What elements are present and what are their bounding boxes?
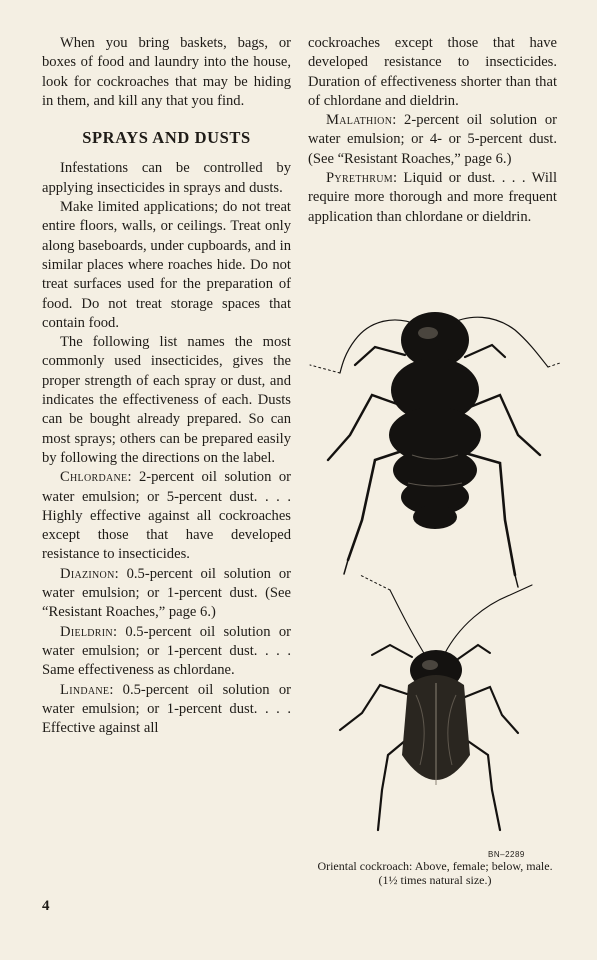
insecticide-name: Lindane [60, 681, 110, 698]
insecticide-entry-lindane [42, 681, 291, 739]
entry-separator: : [392, 170, 404, 187]
insecticide-name: Chlordane [60, 469, 128, 486]
insecticide-description: 0.5-percent oil solution or water emulsion; or 1-percent dust. . . . Same effectiveness as chlordane. [42, 623, 291, 679]
insecticide-description: 0.5-percent oil solution or water emulsion; or 1-percent dust. (See “Resistant Roaches,” page 6.) [42, 565, 291, 621]
entry-separator: : [392, 112, 405, 129]
insecticide-description: 2-percent oil solution or water emulsion; or 4- or 5-percent dust. (See “Resistant Roaches,” page 6.) [308, 112, 557, 167]
cockroach-illustration [300, 285, 570, 850]
female-cockroach-body [389, 312, 481, 529]
insecticide-entry-chlordane [42, 468, 291, 564]
insecticide-description: 0.5-percent oil solution or water emulsion; or 1-percent dust. . . . Effective against all [42, 681, 291, 737]
insecticide-description: Liquid or dust. . . . Will require more thorough and more frequent application than chlordane or dieldrin. [308, 170, 558, 225]
insecticide-name: Dieldrin [60, 623, 113, 640]
right-column [308, 34, 557, 227]
left-column [42, 34, 291, 738]
figure-caption: Oriental cockroach: Above, female; below, male. (1½ times natural size.) [317, 859, 553, 887]
insecticide-entry-diazinon [42, 565, 291, 623]
insecticide-entry-malathion [308, 111, 557, 169]
entry-separator: : [127, 469, 139, 486]
entry-separator: : [109, 681, 123, 698]
insecticide-name: Malathion [326, 112, 393, 129]
insecticide-entry-dieldrin [42, 623, 291, 681]
entry-separator: : [112, 623, 126, 640]
page-number: 4 [42, 898, 50, 914]
body-paragraph: The following list names the most commonly used insecticides, gives the proper strength of each spray or dust, and indicates the effectiveness of each. Dusts can be bought already prepared. So can most sprays; others can be prepared easily by following the directions on the label. [42, 334, 291, 466]
body-paragraph: Infestations can be controlled by applying insecticides in sprays and dusts. [42, 160, 291, 196]
male-cockroach-body [402, 650, 470, 785]
section-heading: SPRAYS AND DUSTS [82, 128, 251, 148]
figure-code: BN–2289 [488, 850, 525, 859]
body-paragraph: Make limited applications; do not treat entire floors, walls, or ceilings. Treat only along baseboards, under cupboards, and in similar places where roaches hide. Do not treat surfaces used for the preparation of food. Do not treat storage spaces that contain food. [42, 199, 291, 331]
continued-paragraph: cockroaches except those that have developed resistance to insecticides. Duration of effectiveness shorter than that of chlordane and dieldrin. [308, 35, 557, 109]
insecticide-name: Pyrethrum [326, 170, 393, 187]
entry-separator: : [114, 565, 127, 582]
insecticide-entry-pyrethrum [308, 169, 557, 227]
intro-paragraph: When you bring baskets, bags, or boxes of food and laundry into the house, look for cockroaches that may be hiding in them, and kill any that you find. [42, 35, 291, 109]
insecticide-name: Diazinon [60, 565, 115, 582]
insecticide-description: 2-percent oil solution or water emulsion; or 5-percent dust. . . . Highly effective against all cockroaches except those that have developed resistance to insecticides. [42, 469, 292, 563]
